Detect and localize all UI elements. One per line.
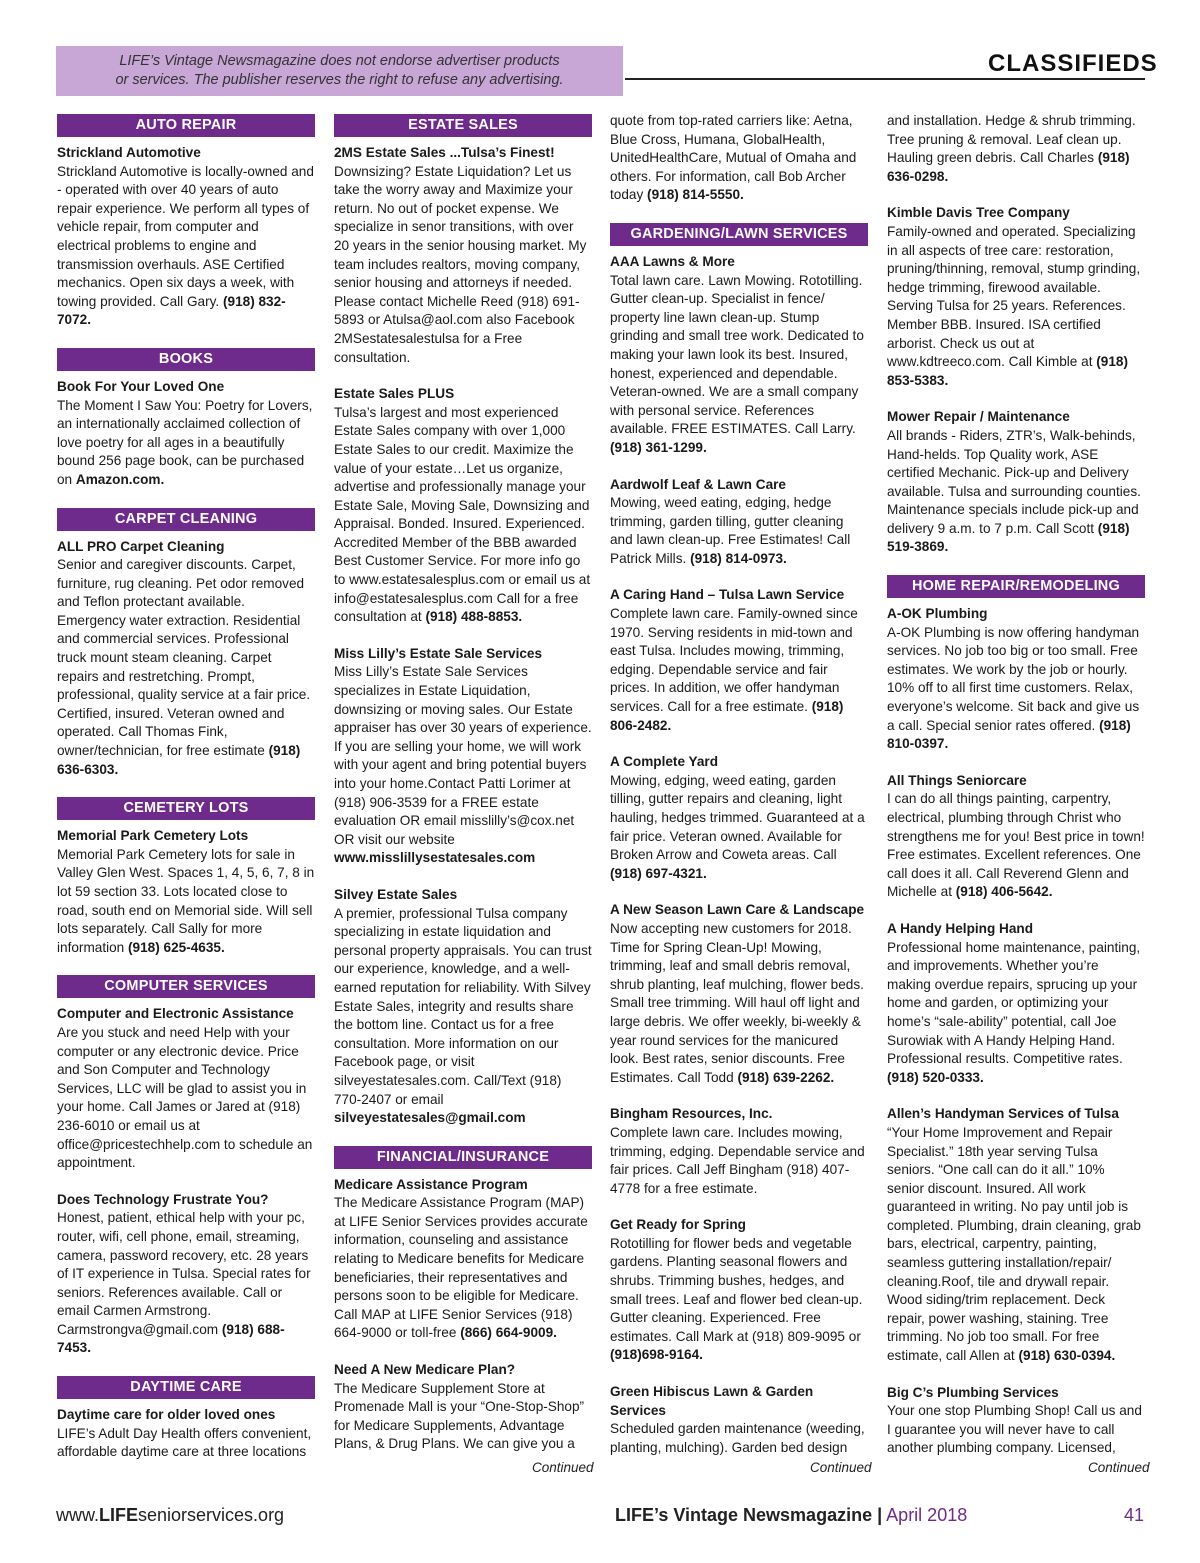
category-header: CEMETERY LOTS <box>57 797 315 820</box>
ad-contact: (918) 853-5383. <box>887 354 1129 388</box>
ad-contact: silveyestatesales@gmail.com <box>334 1110 526 1126</box>
classified-ad <box>610 1216 868 1365</box>
ad-title: Memorial Park Cemetery Lots <box>57 828 249 844</box>
category-header: COMPUTER SERVICES <box>57 975 315 998</box>
ad-body <box>610 1420 868 1457</box>
column-1 <box>57 112 315 1462</box>
ad-text: Scheduled garden maintenance (weeding, planting, mulching). Garden bed design <box>610 1421 865 1455</box>
ad-text: “Your Home Improvement and Repair Specialist.” 18th year serving Tulsa seniors. “One call can do it all.” 10% senior discount. Insured. All work guaranteed in writing. No pay until job is completed. Plumbing, drain cleaning, grab bars, electrical, carpentry, painting, seamless guttering installation/repair/ cleaning.Roof, tile and drywall repair. Wood siding/trim replacement. Deck repair, power washing, staining. Tree trimming. No job too small. For free estimate, call Allen at <box>887 1124 1141 1364</box>
ad-title: A Handy Helping Hand <box>887 920 1034 936</box>
classified-ad <box>334 144 592 367</box>
ad-body <box>887 624 1145 754</box>
ad-contact: (918) 520-0333. <box>887 1069 984 1085</box>
footer-site-prefix: www. <box>56 1505 100 1525</box>
ad-contact: www.misslillysestatesales.com <box>334 850 536 866</box>
ad-text: Complete lawn care. Includes mowing, trimming, edging. Dependable service and fair prices. Call Jeff Bingham (918) 407-4778 for a free estimate. <box>610 1124 865 1196</box>
ad-title: All Things Seniorcare <box>887 772 1027 788</box>
ad-body <box>57 1209 315 1358</box>
section-title: CLASSIFIEDS <box>988 50 1158 77</box>
ad-contact: (918)698-9164. <box>610 1347 703 1363</box>
classified-ad <box>334 1361 592 1454</box>
ad-body <box>610 112 868 205</box>
ad-contact: (918) 361-1299. <box>610 439 707 455</box>
ad-text: Complete lawn care. Family-owned since 1970. Serving residents in mid-town and east Tulsa. Includes mowing, trimming, edging. Dependable service and fair prices. In addition, we offer handyman services. Call for a free estimate. <box>610 606 858 715</box>
classified-ad <box>334 645 592 868</box>
ad-text: and installation. Hedge & shrub trimming. Tree pruning & removal. Leaf clean up. Hauling green debris. Call Charles <box>887 113 1136 166</box>
ad-text: Total lawn care. Lawn Mowing. Rototilling. Gutter clean-up. Specialist in fence/ property line lawn clean-up. Stump grinding and small tree work. Dedicated to making your lawn look its best. Insured, honest, experienced and dependable. Veteran-owned. We are a small company with personal service. References available. FREE ESTIMATES. Call Larry. <box>610 272 864 437</box>
ad-body <box>334 905 592 1128</box>
page-number: 41 <box>1124 1505 1145 1525</box>
ad-contact: (866) 664-9009. <box>460 1325 557 1341</box>
classified-ad <box>610 901 868 1087</box>
continued-label-col4: Continued <box>1088 1460 1150 1475</box>
classified-ad <box>57 144 315 330</box>
disclaimer-line-1: LIFE’s Vintage Newsmagazine does not endorse advertiser products <box>119 53 560 69</box>
ad-text: Tulsa’s largest and most experienced Estate Sales company with over 1,000 Estate Sales to our credit. Maximize the value of your estate…Let us organize, advertise and professionally manage your Estate Sale, Moving Sale, Downsizing and Appraisal. Bonded. Insured. Experienced. Accredited Member of the BBB awarded Best Customer Service. For more info go to www.estatesalesplus.com or email us at info@estatesalesplus.com Call for a free consultation at <box>334 404 591 625</box>
ad-title: Kimble Davis Tree Company <box>887 205 1070 221</box>
column-2 <box>334 112 592 1462</box>
ad-text: Senior and caregiver discounts. Carpet, furniture, rug cleaning. Pet odor removed and Teflon protectant available. Emergency water extraction. Residential and commercial services. Professional truck mount steam cleaning. Carpet repairs and restretching. Prompt, professional, quality service at a fair price. Certified, insured. Veteran owned and operated. Call Thomas Fink, owner/technician, for free estimate <box>57 557 311 759</box>
ad-contact: (918) 832-7072. <box>57 293 286 328</box>
ad-body <box>887 112 1145 186</box>
column-4 <box>887 112 1145 1462</box>
classified-ad <box>887 112 1145 186</box>
ad-body <box>57 846 315 958</box>
ad-body <box>610 772 868 884</box>
classified-ad <box>887 204 1145 390</box>
footer-magazine-name: LIFE’s Vintage Newsmagazine <box>615 1505 873 1525</box>
ad-contact: (918) 639-2262. <box>737 1069 835 1085</box>
ad-title: A-OK Plumbing <box>887 606 988 622</box>
category-header: CARPET CLEANING <box>57 508 315 531</box>
ad-contact: (918) 488-8853. <box>425 609 523 625</box>
classified-ad <box>887 772 1145 902</box>
continued-label-col2: Continued <box>532 1460 594 1475</box>
classified-ad <box>610 112 868 205</box>
classified-ad <box>887 1105 1145 1365</box>
ad-body <box>887 1402 1145 1458</box>
ad-contact: (918) 697-4321. <box>610 865 707 881</box>
continued-label-col3: Continued <box>810 1460 872 1475</box>
category-header: ESTATE SALES <box>334 114 592 137</box>
ad-body <box>334 1380 592 1454</box>
ad-title: Aardwolf Leaf & Lawn Care <box>610 476 786 492</box>
ad-title: Green Hibiscus Lawn & Garden Services <box>610 1384 814 1418</box>
ad-body <box>610 1235 868 1365</box>
footer-website[interactable] <box>56 1505 284 1526</box>
ad-body <box>610 494 868 568</box>
ad-body <box>57 556 315 779</box>
ad-contact: (918) 814-0973. <box>690 550 787 566</box>
title-rule <box>625 78 1145 80</box>
ad-contact: (918) 814-5550. <box>647 187 744 203</box>
footer-site-suffix: seniorservices.org <box>138 1505 285 1525</box>
ad-title: Does Technology Frustrate You? <box>57 1191 269 1207</box>
ad-title: Silvey Estate Sales <box>334 886 458 902</box>
classified-ad <box>334 1176 592 1343</box>
footer-magazine <box>615 1505 967 1526</box>
classified-ad <box>610 753 868 883</box>
ad-text: I can do all things painting, carpentry, electrical, plumbing through Christ who strengthens me for you! Best price in town! Free estimates. Excellent references. One call does it all. Call Reverend Glenn and Michelle at <box>887 791 1145 900</box>
ad-contact: (918) 806-2482. <box>610 699 844 733</box>
ad-title: Get Ready for Spring <box>610 1217 746 1233</box>
classified-ad <box>57 1005 315 1172</box>
ad-text: Now accepting new customers for 2018. Time for Spring Clean-Up! Mowing, trimming, leaf and small debris removal, shrub planting, leaf mulching, flower beds. Small tree trimming. Will haul off light and large debris. We offer weekly, bi-weekly & year round services for the manicured look. Best rates, senior discounts. Free Estimates. Call Todd <box>610 920 864 1085</box>
classified-ad <box>887 408 1145 557</box>
ad-text: The Medicare Assistance Program (MAP) at LIFE Senior Services provides accurate information, counseling and assistance relating to Medicare benefits for Medicare beneficiaries, their representatives and persons soon to be eligible for Medicare. Call MAP at LIFE Senior Services (918) 664-9000 or toll-free <box>334 1195 588 1341</box>
ad-title: A New Season Lawn Care & Landscape <box>610 902 865 918</box>
ad-contact: (918) 810-0397. <box>887 717 1131 752</box>
ad-body <box>57 163 315 330</box>
ad-title: 2MS Estate Sales ...Tulsa’s Finest! <box>334 145 555 160</box>
ad-title: AAA Lawns & More <box>610 253 735 269</box>
ad-text: Memorial Park Cemetery lots for sale in Valley Glen West. Spaces 1, 4, 5, 6, 7, 8 in lot 59 section 33. Lots located close to road, south end on Memorial side. Will sell lots separately. Call Sally for more information <box>57 846 315 955</box>
classified-ad <box>334 385 592 627</box>
category-header: GARDENING/LAWN SERVICES <box>610 223 868 246</box>
ad-contact: Amazon.com. <box>75 471 165 487</box>
category-header: FINANCIAL/INSURANCE <box>334 1146 592 1169</box>
ad-text: A premier, professional Tulsa company specializing in estate liquidation and personal property appraisals. You can trust our experience, knowledge, and a well-earned reputation for reliability. With Silvey Estate Sales, integrity and results share the bottom line. Contact us for a free consultation. More information on our Facebook page, or visit silveyestatesales.com. Call/Text (918) 770-2407 or email <box>334 905 592 1107</box>
classified-ad <box>610 253 868 458</box>
ad-title: Book For Your Loved One <box>57 378 225 394</box>
ad-title: Allen’s Handyman Services of Tulsa <box>887 1106 1119 1122</box>
ad-body <box>334 163 592 368</box>
classified-ad <box>610 586 868 735</box>
column-3 <box>610 112 868 1462</box>
ad-text: Rototilling for flower beds and vegetable gardens. Planting seasonal flowers and shrubs. Trimming bushes, hedges, and small trees. Leaf and flower bed clean-up. Gutter cleaning. Experienced. Free estimates. Call Mark at (918) 809-9095 or <box>610 1235 863 1344</box>
disclaimer-line-2: or services. The publisher reserves the right to refuse any advertising. <box>115 72 564 88</box>
category-header: AUTO REPAIR <box>57 114 315 137</box>
ad-text: A-OK Plumbing is now offering handyman services. No job too big or too small. Free estimates. We work by the job or hourly. 10% off to all first time customers. Relax, everyone’s welcome. Sit back and give us a call. Special senior rates offered. <box>887 624 1140 733</box>
ad-body <box>887 223 1145 390</box>
ad-text: Miss Lilly’s Estate Sale Services specializes in Estate Liquidation, downsizing or moving sales. Our Estate appraiser has over 30 years of experience. If you are selling your home, we will work with your agent and bring potential buyers into your home.Contact Patti Lorimer at (918) 906-3539 for a FREE estate evaluation OR email misslilly’s@cox.net OR visit our website <box>334 664 592 847</box>
category-header: HOME REPAIR/REMODELING <box>887 575 1145 598</box>
ad-title: Need A New Medicare Plan? <box>334 1362 516 1378</box>
ad-contact: (918) 688-7453. <box>57 1321 285 1356</box>
classified-ad <box>57 1406 315 1462</box>
ad-text: LIFE’s Adult Day Health offers convenient, affordable daytime care at three locations <box>57 1425 312 1460</box>
ad-contact: (918) 636-0298. <box>887 150 1130 184</box>
ad-title: Strickland Automotive <box>57 145 201 160</box>
classified-ad <box>57 827 315 957</box>
ad-contact: (918) 625-4635. <box>128 939 225 955</box>
ad-body <box>887 427 1145 557</box>
ad-title: Computer and Electronic Assistance <box>57 1006 294 1022</box>
classified-ad <box>334 886 592 1128</box>
ad-text: Mowing, edging, weed eating, garden tilling, gutter repairs and cleaning, light hauling, hedges trimmed. Guaranteed at a fair price. Veteran owned. Available for Broken Arrow and Coweta areas. Call <box>610 772 865 863</box>
footer-separator: | <box>877 1505 883 1525</box>
ad-body <box>887 939 1145 1088</box>
classified-ad <box>57 538 315 780</box>
ad-text: quote from top-rated carriers like: Aetna, Blue Cross, Humana, GlobalHealth, UnitedHealthCare, Mutual of Omaha and others. For information, call Bob Archer today <box>610 113 857 203</box>
ad-body <box>334 663 592 868</box>
ad-text: Your one stop Plumbing Shop! Call us and I guarantee you will never have to call another plumbing company. Licensed, <box>887 1403 1142 1456</box>
ad-title: Medicare Assistance Program <box>334 1176 528 1192</box>
ad-title: ALL PRO Carpet Cleaning <box>57 538 225 554</box>
classified-ad <box>57 1191 315 1358</box>
ad-body <box>887 1124 1145 1366</box>
ad-title: A Caring Hand – Tulsa Lawn Service <box>610 587 845 603</box>
footer-site-brand: LIFE <box>99 1505 139 1525</box>
ad-title: Mower Repair / Maintenance <box>887 409 1070 425</box>
classified-ad <box>610 1383 868 1457</box>
category-header: BOOKS <box>57 348 315 371</box>
ad-title: Estate Sales PLUS <box>334 386 455 402</box>
ad-text: The Medicare Supplement Store at Promenade Mall is your “One-Stop-Shop” for Medicare Supplements, Advantage Plans, & Drug Plans. We can give you a <box>334 1380 585 1452</box>
classified-ad <box>610 1105 868 1198</box>
ad-contact: (918) 636-6303. <box>57 743 301 777</box>
classified-ad <box>887 1384 1145 1458</box>
ad-body <box>57 397 315 490</box>
ad-title: Big C’s Plumbing Services <box>887 1384 1059 1400</box>
ad-body <box>57 1024 315 1173</box>
ad-text: Are you stuck and need Help with your computer or any electronic device. Price and Son Computer and Technology Services, LLC will be glad to assist you in your home. Call James or Jared at (918) 236-6010 or email us at office@pricestechhelp.com to schedule an appointment. <box>57 1024 313 1171</box>
ad-text: Professional home maintenance, painting, and improvements. Whether you’re making overdue repairs, sprucing up your home and garden, or optimizing your home’s “sale-ability” potential, call Joe Surowiak with A Handy Helping Hand. Professional results. Competitive rates. <box>887 939 1141 1067</box>
classified-ad <box>887 605 1145 754</box>
ad-text: All brands - Riders, ZTR’s, Walk-behinds, Hand-helds. Top Quality work, ASE certified Mechanic. Pick-up and Delivery available. Tulsa and surrounding counties. Maintenance specials include pick-up and delivery 9 a.m. to 7 p.m. Call Scott <box>887 427 1141 536</box>
ad-text: The Moment I Saw You: Poetry for Lovers, an internationally acclaimed collection of love poetry for all ages in a beautifully bound 256 page book, can be purchased on <box>57 397 313 487</box>
ad-body <box>334 1194 592 1343</box>
ad-body <box>610 920 868 1087</box>
ad-contact: (918) 519-3869. <box>887 520 1130 555</box>
ad-body <box>334 404 592 627</box>
ad-text: Mowing, weed eating, edging, hedge trimming, garden tilling, gutter cleaning and lawn clean-up. Free Estimates! Call Patrick Mills. <box>610 495 851 566</box>
ad-title: Miss Lilly’s Estate Sale Services <box>334 645 543 661</box>
ad-body <box>610 605 868 735</box>
ad-contact: (918) 406-5642. <box>955 884 1053 900</box>
classified-ad <box>610 476 868 569</box>
classified-ad <box>57 378 315 490</box>
ad-text: Honest, patient, ethical help with your pc, router, wifi, cell phone, email, streaming, camera, password recovery, etc. 28 years of IT experience in Tulsa. Special rates for seniors. References available. Call or email Carmen Armstrong. Carmstrongva@gmail.com <box>57 1210 311 1337</box>
footer-date: April 2018 <box>886 1505 968 1525</box>
ad-body <box>610 272 868 458</box>
ad-title: Bingham Resources, Inc. <box>610 1106 773 1122</box>
classified-ad <box>887 920 1145 1087</box>
ad-body <box>57 1425 315 1462</box>
ad-body <box>610 1124 868 1198</box>
ad-contact: (918) 630-0394. <box>1018 1348 1116 1364</box>
ad-text: Family-owned and operated. Specializing in all aspects of tree care: restoration, pruning/thinning, removal, stump grinding, hedge trimming, firewood available. Serving Tulsa for 25 years. References. Member BBB. Insured. ISA certified arborist. Check us out at www.kdtreeco.com. Call Kimble at <box>887 223 1141 370</box>
ad-text: Downsizing? Estate Liquidation? Let us take the worry away and Maximize your return. No out of pocket expense. We specialize in senor transitions, with over 20 years in the senior housing market. My team includes realtors, moving company, senior housing and attorneys if needed. Please contact Michelle Reed (918) 691-5893 or Atulsa@aol.com also Facebook 2MSestatesalestulsa for a Free consultation. <box>334 163 587 365</box>
category-header: DAYTIME CARE <box>57 1376 315 1399</box>
disclaimer-banner <box>56 46 623 96</box>
ad-title: Daytime care for older loved ones <box>57 1407 276 1423</box>
ad-title: A Complete Yard <box>610 754 719 770</box>
ad-body <box>887 790 1145 902</box>
ad-text: Strickland Automotive is locally-owned and - operated with over 40 years of auto repair experience. We perform all types of vehicle repair, from computer and electrical problems to engine and transmission overhauls. ASE Certified mechanics. Open six days a week, with towing provided. Call Gary. <box>57 163 314 309</box>
